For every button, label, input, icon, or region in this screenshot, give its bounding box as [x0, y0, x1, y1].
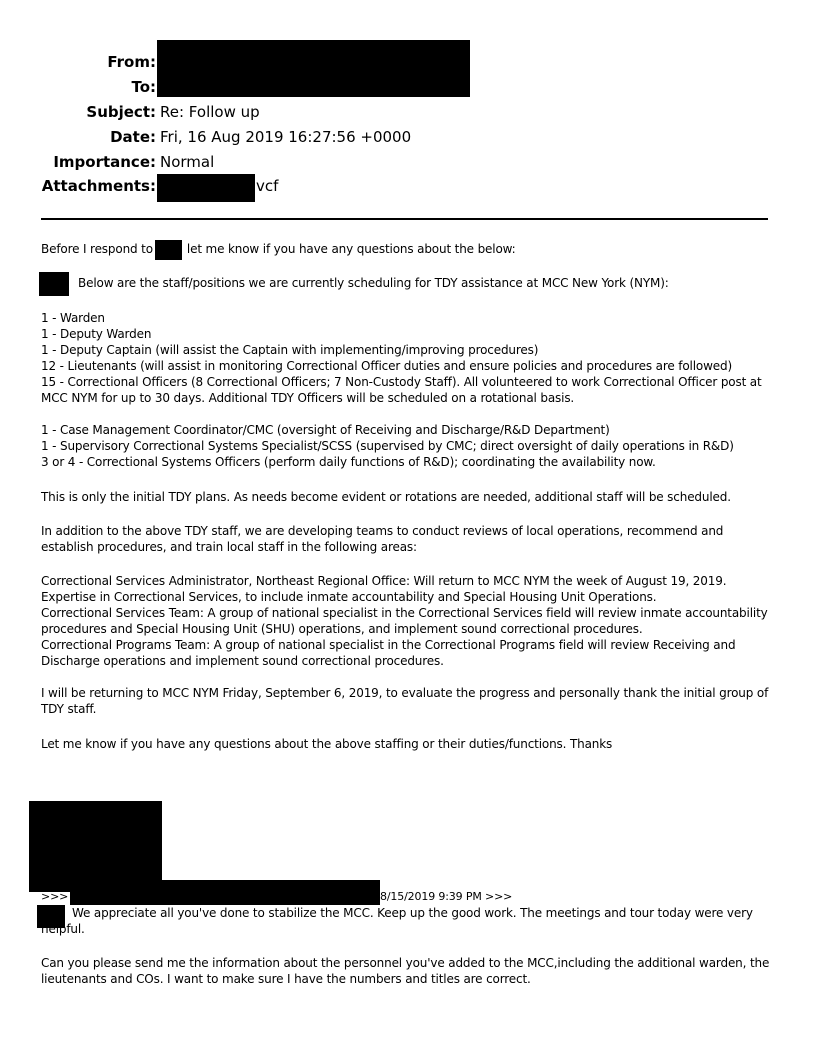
- closing-text: Let me know if you have any questions about the above staffing or their duties/functions. Thanks: [41, 737, 613, 751]
- below-text: Below are the staff/positions we are currently scheduling for TDY assistance at MCC New York (NYM):: [78, 276, 669, 290]
- quote-line-2: helpful.: [41, 922, 85, 936]
- teams-list: [41, 573, 768, 669]
- staff-list-1: [41, 310, 762, 406]
- redaction-from-to: [157, 40, 470, 97]
- redaction-name: [39, 272, 69, 296]
- teams-intro: [41, 523, 723, 555]
- paragraph-line: Correctional Services Team: A group of national specialist in the Correctional Services field will review inmate accountability: [41, 606, 768, 620]
- redaction-sender: [70, 880, 380, 905]
- list-item: 15 - Correctional Officers (8 Correctional Officers; 7 Non-Custody Staff). All volunteered to work Correctional Officer post at: [41, 375, 762, 389]
- paragraph-line: lieutenants and COs. I want to make sure I have the numbers and titles are correct.: [41, 972, 531, 986]
- subject-label: Subject:: [86, 103, 156, 121]
- paragraph-line: Correctional Programs Team: A group of national specialist in the Correctional Programs field will review Receiving and: [41, 638, 736, 652]
- redaction-attachment: [157, 174, 255, 202]
- importance-label: Importance:: [53, 153, 156, 171]
- paragraph-line: Correctional Services Administrator, Northeast Regional Office: Will return to MCC NYM the week of August 19, 2019.: [41, 574, 727, 588]
- attachment-extension: vcf: [256, 177, 279, 195]
- quote-timestamp: 8/15/2019 9:39 PM >>>: [380, 890, 513, 903]
- paragraph-line: Can you please send me the information about the personnel you've added to the MCC,including the additional warden, the: [41, 956, 770, 970]
- subject-value: Re: Follow up: [160, 103, 260, 121]
- list-item: 1 - Deputy Captain (will assist the Captain with implementing/improving procedures): [41, 343, 539, 357]
- quote-line-1: We appreciate all you've done to stabilize the MCC. Keep up the good work. The meetings and tour today were very: [72, 906, 753, 920]
- intro-text-a: Before I respond to: [41, 242, 153, 256]
- list-item: 1 - Supervisory Correctional Systems Specialist/SCSS (supervised by CMC; direct oversight of daily operations in R&D): [41, 439, 734, 453]
- initial-plans-text: This is only the initial TDY plans. As needs become evident or rotations are needed, additional staff will be scheduled.: [41, 490, 731, 504]
- staff-list-2: [41, 422, 734, 470]
- paragraph-line: Expertise in Correctional Services, to include inmate accountability and Special Housing Unit Operations.: [41, 590, 657, 604]
- list-item: 12 - Lieutenants (will assist in monitoring Correctional Officer duties and ensure policies and procedures are followed): [41, 359, 733, 373]
- attachments-label: Attachments:: [41, 177, 156, 195]
- intro-line: [41, 241, 516, 257]
- list-item: MCC NYM for up to 30 days. Additional TDY Officers will be scheduled on a rotational basis.: [41, 391, 575, 405]
- email-header: [0, 0, 816, 220]
- redaction-signature: [29, 801, 162, 881]
- list-item: 3 or 4 - Correctional Systems Officers (perform daily functions of R&D); coordinating the availability now.: [41, 455, 656, 469]
- quote-prefix: >>>: [41, 890, 69, 903]
- paragraph-line: I will be returning to MCC NYM Friday, September 6, 2019, to evaluate the progress and personally thank the initial group of: [41, 686, 769, 700]
- quote-request: [41, 955, 769, 987]
- list-item: 1 - Deputy Warden: [41, 327, 152, 341]
- date-value: Fri, 16 Aug 2019 16:27:56 +0000: [160, 128, 412, 146]
- header-divider: [41, 218, 768, 220]
- paragraph-line: Discharge operations and implement sound correctional procedures.: [41, 654, 444, 668]
- list-item: 1 - Case Management Coordinator/CMC (oversight of Receiving and Discharge/R&D Department): [41, 423, 610, 437]
- paragraph-line: establish procedures, and train local staff in the following areas:: [41, 540, 417, 554]
- returning-text: [41, 685, 768, 717]
- from-label: From:: [107, 53, 156, 71]
- date-label: Date:: [110, 128, 156, 146]
- intro-text-b: let me know if you have any questions about the below:: [186, 242, 516, 256]
- importance-value: Normal: [160, 153, 215, 171]
- list-item: 1 - Warden: [41, 311, 105, 325]
- paragraph-line: In addition to the above TDY staff, we are developing teams to conduct reviews of local operations, recommend and: [41, 524, 724, 538]
- to-label: To:: [131, 78, 156, 96]
- paragraph-line: TDY staff.: [41, 702, 97, 716]
- redaction-name: [155, 240, 182, 260]
- paragraph-line: procedures and Special Housing Unit (SHU) operations, and implement sound correctional procedures.: [41, 622, 643, 636]
